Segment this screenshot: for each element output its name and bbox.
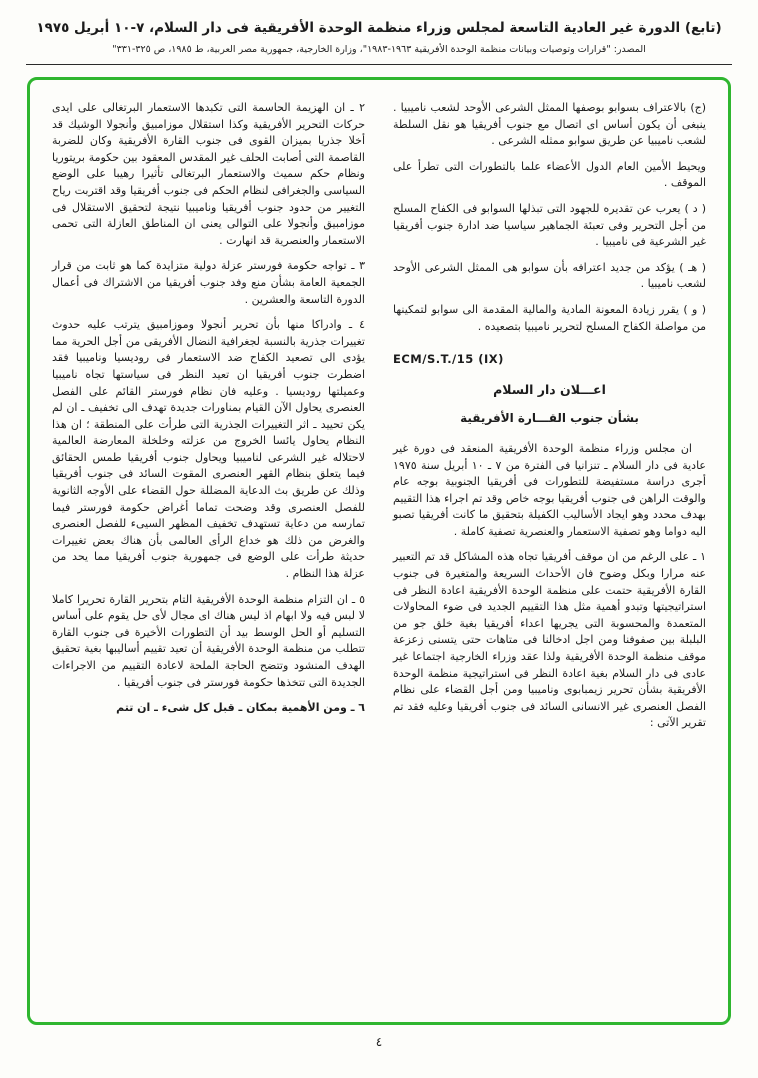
declaration-title: اعـــلان دار السلام — [493, 381, 606, 397]
paragraph-item-4: ٤ ـ وادراكا منها بأن تحرير أنجولا وموزامبيق يترتب عليه حدوث تغييرات جذرية بالنسبة لجغرافية النضال الأفريقى من أجل الحرية مما يؤدى الى تصعيد الكفاح ضد الاستعمار فى روديسيا وناميبيا فقد اضطرت جنوب أفريقيا ان تعيد النظر فى سياستها تجاه ناميبيا وعميلتها روديسيا . وعليه فان نظام فورستر القائم على الفصل العنصرى يحاول الآن القيام بمناورات جديدة تهدف الى تخفيف ـ ان لم يكن تحييد ـ اثر التغييرات الجذرية التى طرأت على المنطقة ؛ ان هذا النظام يحاول يائسا الخروج من عزلته وخلخلة المعارضة العالمية لاحتلاله غير الشرعى لناميبيا ويحاول جنوب أفريقيا طمس الحقائق فيما يتعلق بنظام القهر العنصرى المقوت السائد فى جنوب أفريقيا وذلك عن طريق بث الدعاية المضللة حول القضاء على الأوجه الثانوية للفصل العنصرى وقد وضحت تماما أغراض حكومة فورستر فيما تمارسه من دعاية تستهدف تخفيف المظهر السيىء للفصل العنصرى والغرض من ذلك هو خداع الرأى العالمى بأن هناك بعض تغييرات حديثة طرأت على الوضع فى جمهورية جنوب أفريقيا مما يحد من عزلة هذا النظام . — [52, 318, 365, 581]
source-citation: المصدر: "قرارات وتوصيات وبيانات منظمة الوحدة الأفريقية ١٩٦٣-١٩٨٣"، وزارة الخارجية، جمهورية مصر العربية، ط ١٩٨٥، ص ٣٢٥-٣٣١" — [112, 44, 646, 55]
paragraph-clause-w: ( و ) يقرر زيادة المعونة المادية والمالية المقدمة الى سوابو لتمكينها من مواصلة الكفاح المسلح لتحرير ناميبيا بتصعيده . — [393, 302, 706, 333]
right-column — [393, 100, 706, 1006]
two-column-layout — [52, 100, 706, 1006]
document-title: (تابع) الدورة غير العادية التاسعة لمجلس وزراء منظمة الوحدة الأفريقية فى دار السلام، ٧-١٠ أبريل ١٩٧٥ — [36, 20, 722, 36]
left-column — [52, 100, 365, 1006]
paragraph-clause-h: ( هـ ) يؤكد من جديد اعترافه بأن سوابو هى الممثل الشرعى الأوحد لشعب ناميبيا . — [393, 260, 706, 291]
page-header — [0, 0, 758, 55]
page-number: ٤ — [375, 1035, 383, 1049]
paragraph-item-6: ٦ ـ ومن الأهمية بمكان ـ قبل كل شىء ـ ان تتم — [116, 701, 365, 715]
paragraph-secretary-note: ويحيط الأمين العام الدول الأعضاء علما بالتطورات التى تطرأ على الموقف . — [393, 159, 706, 190]
paragraph-item-5: ٥ ـ ان التزام منظمة الوحدة الأفريقية التام بتحرير القارة تحريرا كاملا لا لبس فيه ولا ابهام اذ ليس هناك اى مجال لأى حل يقوم على أساس التسليم أو الحل الوسط بيد أن التطورات الأخيرة فى جنوب القارة تتطلب من منظمة الوحدة الأفريقية أن تعيد تقييم أساليبها بغية تحقيق الهدف المنشود وتتضح الحاجة الملحة لاعادة التقييم من الاجراءات الجديدة التى تتخذها حكومة فورستر فى جنوب أفريقيا . — [52, 592, 365, 689]
paragraph-item-3: ٣ ـ تواجه حكومة فورستر عزلة دولية متزايدة كما هو ثابت من قرار الجمعية العامة بشأن منع وفد جنوب أفريقيا من الاشتراك فى أعمال الدورة التاسعة والعشرين . — [52, 259, 365, 306]
paragraph-item-1: ١ ـ على الرغم من ان موقف أفريقيا تجاه هذه المشاكل قد تم التعبير عنه مرارا وبكل وضوح فان الأحداث السريعة والمتغيرة فى جنوب القارة الأفريقية حتمت على منظمة الوحدة الأفريقية اعادة النظر فى استراتيجيتها وتبدو أهمية مثل هذا التقييم الجديد فى ضوء المحاولات المتعمدة والمحسوبة التى يجريها اعداء أفريقيا بغية خلق جو من البلبلة بين صفوفنا ومن اجل ادخالنا فى متاهات حتى يتسنى زعزعة موقف منظمة الوحدة الأفريقية ولذا عقد وزراء الخارجية اجتماعا غير عادى فى دار السلام بغية اعادة النظر فى استراتيجية منظمة الوحدة الأفريقية بشأن تحرير زيمبابوى وناميبيا ومن أجل القضاء على نظام الفصل العنصرى غير الانسانى السائد فى جنوب أفريقيا وعليه فقد تم تقرير الآتى : — [393, 550, 706, 730]
paragraph-item-2: ٢ ـ ان الهزيمة الحاسمة التى تكبدها الاستعمار البرتغالى على ايدى حركات التحرير الأفريقية وكذا استقلال موزامبيق وأنجولا الوشيك قد أخلا جذريا بميزان القوى فى جنوب القارة الأفريقية وكان للضربة القاصمة التى أصابت الحلف غير المقدس المعقود بين حكومة بريتوريا ونظام حكم سميث والاستعمار البرتغالى تأثيرا رهيبا على الوضع السياسى والجغرافى لنظام الحكم فى جنوب أفريقيا وقد اقتربت رياح التغيير من حدود جنوب أفريقيا وناميبيا نتيجة لتحقيق الاستقلال فى موزامبيق وأنجولا على التوالى يعنى ان المناطق العازلة التى تحمى الاستعمار والعنصرية قد انهارت . — [52, 101, 365, 247]
header-divider — [26, 64, 732, 65]
paragraph-preamble: ان مجلس وزراء منظمة الوحدة الأفريقية المنعقد فى دورة غير عادية فى دار السلام ـ تنزانيا فى الفترة من ٧ ـ ١٠ أبريل سنة ١٩٧٥ أجرى دراسة مستفيضة للتطورات فى أفريقيا الجنوبية بوجه عام والوقت الراهن فى جنوب أفريقيا بوجه خاص وقد تم اجراء هذا التقييم بهدف محدد وهو ايجاد الأساليب الكفيلة بتحقيق ما كانت أفريقيا تصبو اليه دواما وهو تصفية الاستعمار والعنصرية تصفية كاملة . — [393, 441, 706, 538]
content-frame — [27, 77, 731, 1025]
paragraph-clause-d: ( د ) يعرب عن تقديره للجهود التى تبذلها السوابو فى الكفاح المسلح من أجل التحرير وفى تعبئة الجماهير سياسيا ضد ادارة جنوب أفريقيا غير الشرعية فى ناميبيا . — [393, 201, 706, 249]
declaration-subtitle: بشأن جنوب القـــارة الأفريقية — [460, 411, 639, 426]
paragraph-clause-c: (ج) بالاعتراف بسوابو بوصفها الممثل الشرعى الأوحد لشعب ناميبيا . ينبغى أن يكون أساس اى اتصال مع جنوب أفريقيا هو نقل السلطة لشعب ناميبيا عن طريق سوابو ممثله الشرعى . — [393, 101, 706, 148]
document-reference-code: ECM/S.T./15 (IX) — [393, 352, 504, 367]
